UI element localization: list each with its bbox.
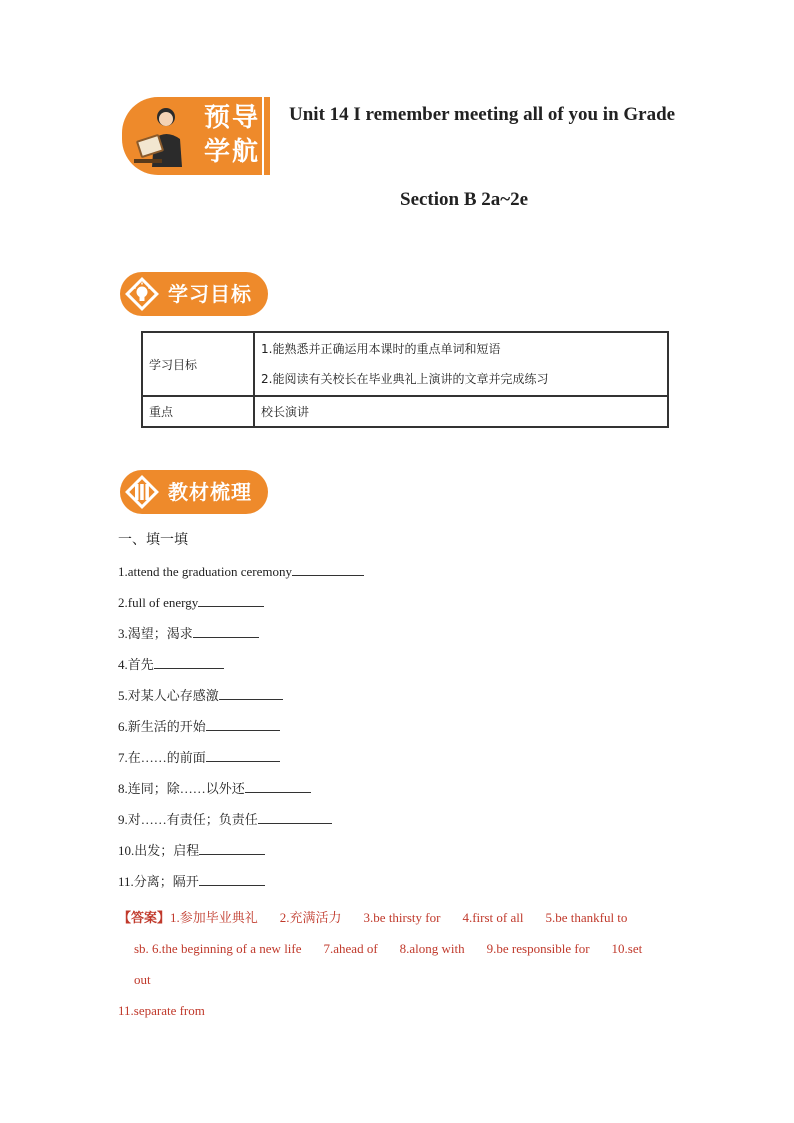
list-item: [118, 777, 364, 808]
answer-tag: 【答案】: [118, 910, 171, 925]
answer-line-1: [118, 902, 678, 933]
item-text: 10.出发；启程: [118, 843, 200, 858]
list-item: [118, 870, 364, 901]
answer-blank: [245, 777, 311, 793]
banner-text-line1: 预导: [204, 103, 261, 133]
answer-blank: [206, 715, 280, 731]
answer-item: 9.be responsible for: [486, 941, 590, 956]
answer-blank: [199, 870, 265, 886]
answer-blank: [199, 839, 265, 855]
table-cell-goals: [254, 332, 668, 396]
books-icon: [122, 472, 162, 512]
answer-item: 1.参加毕业典礼: [170, 910, 258, 925]
fill-list: [118, 560, 364, 901]
table-row: [142, 332, 668, 396]
answer-line-2: [118, 933, 678, 964]
list-item: [118, 622, 364, 653]
list-item: [118, 839, 364, 870]
fill-heading: 一、填一填: [118, 532, 188, 548]
item-text: 7.在……的前面: [118, 750, 206, 765]
item-text: 8.连同；除……以外还: [118, 781, 245, 796]
item-text: 9.对……有责任；负责任: [118, 812, 258, 827]
item-text: 4.首先: [118, 657, 154, 672]
goal-line-2: 2.能阅读有关校长在毕业典礼上演讲的文章并完成练习: [261, 372, 549, 386]
section-objectives-label: 学习目标: [168, 282, 252, 306]
document-title: Unit 14 I remember meeting all of you in Grade: [289, 104, 676, 125]
table-cell-label: 重点: [142, 396, 254, 427]
list-item: [118, 808, 364, 839]
answer-item: sb. 6.the beginning of a new life: [134, 941, 302, 956]
answer-blank: [219, 684, 283, 700]
answer-item: 3.be thirsty for: [363, 910, 441, 925]
answer-blank: [193, 622, 259, 638]
answer-item: 5.be thankful to: [545, 910, 628, 925]
table-row: [142, 396, 668, 427]
objectives-table: [141, 331, 669, 428]
item-text: 6.新生活的开始: [118, 719, 206, 734]
item-text: 2.full of energy: [118, 595, 199, 610]
document-subtitle: Section B 2a~2e: [400, 189, 529, 210]
answer-block: [118, 902, 678, 1026]
item-text: 3.渴望；渴求: [118, 626, 193, 641]
answer-blank: [258, 808, 332, 824]
answer-item: 8.along with: [399, 941, 465, 956]
list-item: [118, 560, 364, 591]
answer-item: 10.set: [611, 941, 643, 956]
answer-item: 2.充满活力: [279, 910, 342, 925]
reading-person-icon: [128, 103, 194, 169]
answer-item: out: [134, 972, 151, 987]
answer-line-4: [118, 995, 678, 1026]
item-text: 5.对某人心存感激: [118, 688, 219, 703]
item-text: 1.attend the graduation ceremony: [118, 564, 292, 579]
list-item: [118, 591, 364, 622]
list-item: [118, 653, 364, 684]
section-materials-label: 教材梳理: [168, 480, 252, 504]
list-item: [118, 715, 364, 746]
answer-item: 7.ahead of: [323, 941, 378, 956]
answer-item: 11.separate from: [118, 1003, 205, 1018]
banner-strip: [264, 97, 270, 175]
answer-blank: [154, 653, 224, 669]
goal-line-1: 1.能熟悉并正确运用本课时的重点单词和短语: [261, 342, 501, 356]
answer-blank: [198, 591, 264, 607]
list-item: [118, 746, 364, 777]
table-cell-focus: 校长演讲: [254, 396, 668, 427]
item-text: 11.分离；隔开: [118, 874, 199, 889]
header-banner: [122, 97, 270, 175]
lightbulb-icon: [122, 274, 162, 314]
banner-text-line2: 学航: [204, 137, 261, 167]
answer-blank: [292, 560, 364, 576]
answer-item: 4.first of all: [462, 910, 524, 925]
answer-blank: [206, 746, 280, 762]
answer-line-3: [118, 964, 678, 995]
list-item: [118, 684, 364, 715]
table-cell-label: 学习目标: [142, 332, 254, 396]
banner-text: [204, 101, 262, 169]
